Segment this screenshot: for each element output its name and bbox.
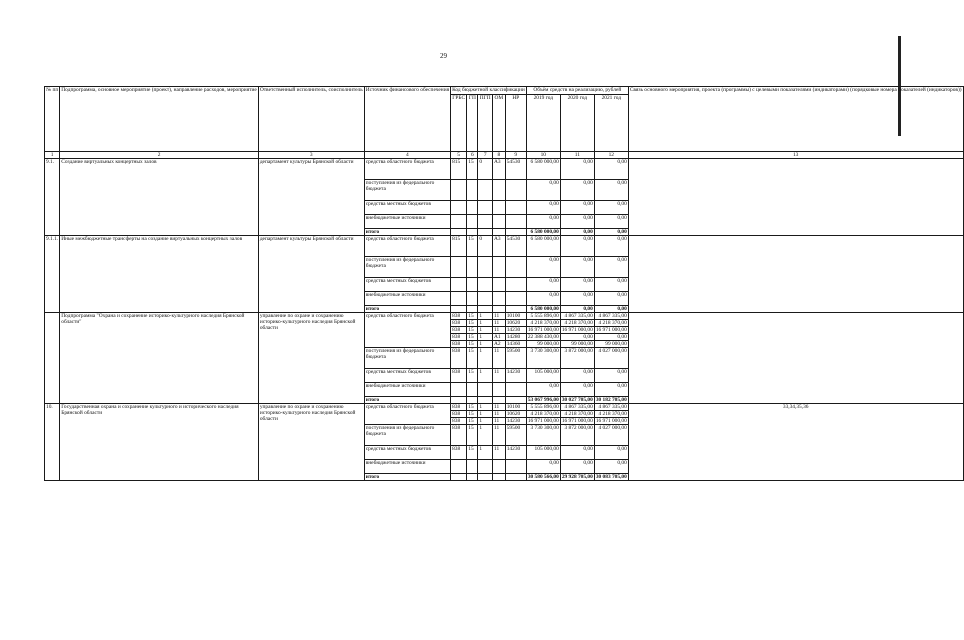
cell-2020: 0,00 (560, 368, 594, 382)
cell-nr: 14360 (505, 340, 526, 347)
cell-2021: 0,00 (594, 382, 628, 396)
source-obl: средства областного бюджета (364, 403, 450, 424)
budget-table (44, 86, 964, 481)
cell-2020: 0,00 (560, 179, 594, 200)
cell-2019: 30 580 566,00 (527, 473, 559, 480)
source-loc: средства местных бюджетов (364, 277, 450, 291)
header-2019: 2019 год (526, 94, 560, 151)
row-name: Иные межбюджетные трансферты на создание виртуальных концертных залов (60, 235, 259, 312)
cell-2021: 0,00 (594, 179, 628, 200)
cell-gp: 15 (467, 319, 478, 326)
cell-2020: 4 218 370,00 (560, 410, 594, 417)
cell-2020: 3 872 000,00 (560, 347, 594, 368)
cell-2019: 16 971 000,00 (527, 326, 559, 333)
col-num: 5 (451, 151, 467, 158)
cell-gp: 15 (467, 424, 478, 445)
source-obl: средства областного бюджета (364, 312, 450, 347)
cell-grbs: 838 (451, 347, 467, 368)
cell-2020: 4 218 370,00 (560, 319, 594, 326)
source-total: итого (364, 305, 450, 312)
page-number: 29 (440, 52, 447, 60)
cell-pgp: 1 (478, 403, 493, 410)
col-num: 11 (560, 151, 594, 158)
cell-2019: 16 971 000,00 (527, 417, 559, 424)
cell-nr: 10100 (505, 312, 526, 319)
cell-grbs: 838 (451, 368, 467, 382)
cell-2019: 6 580 000,00 (526, 305, 560, 312)
cell-2019: 5 555 896,00 (526, 403, 560, 410)
cell-gp: 15 (467, 333, 478, 340)
source-loc: средства местных бюджетов (364, 368, 450, 382)
cell-2021: 0,00 (594, 368, 628, 382)
col-num: 3 (258, 151, 364, 158)
cell-pgp: 1 (478, 312, 493, 319)
cell-2019: 105 000,00 (526, 445, 560, 459)
cell-2020: 0,00 (560, 305, 594, 312)
cell-2021: 30 083 705,00 (595, 473, 627, 480)
cell-gp: 15 (467, 158, 478, 179)
header-2020: 2020 год (560, 94, 594, 151)
cell-2020: 0,00 (560, 291, 594, 305)
row-name: Подпрограмма "Охрана и сохранение историко-культурного наследия Брянской области" (60, 312, 259, 403)
source-fed: поступления из федерального бюджета (364, 347, 450, 368)
cell-om: 11 (492, 445, 505, 459)
cell-2019: 0,00 (526, 459, 560, 473)
source-loc: средства местных бюджетов (364, 200, 450, 214)
cell-nr: 59500 (505, 347, 526, 368)
cell-2019: 3 730 300,00 (526, 424, 560, 445)
col-num: 9 (505, 151, 526, 158)
cell-2020: 0,00 (560, 200, 594, 214)
cell-gp: 15 (467, 340, 478, 347)
row-link (628, 158, 963, 235)
cell-om: А3 (492, 235, 505, 256)
header-row-1 (45, 87, 964, 95)
cell-gp: 15 (467, 417, 478, 424)
source-fed: поступления из федерального бюджета (364, 256, 450, 277)
header-resp: Ответственный исполнитель, соисполнитель (258, 87, 364, 152)
row-resp: управление по охране и сохранению историко-культурного наследия Брянской области (258, 312, 364, 403)
cell-pgp: 1 (478, 319, 493, 326)
cell-2021: 4 218 370,00 (594, 410, 628, 417)
cell-gp: 15 (467, 235, 478, 256)
cell-nr: 14230 (505, 445, 526, 459)
cell-nr: 14230 (505, 326, 526, 333)
source-obl: средства областного бюджета (364, 158, 450, 179)
source-fed: поступления из федерального бюджета (364, 424, 450, 445)
cell-2019: 6 580 000,00 (526, 228, 560, 235)
header-link: Связь основного мероприятия, проекта (программы) с целевыми показателями (индикаторами) (порядковые номера показателей (индикаторов)) (628, 87, 963, 152)
cell-nr: 10620 (505, 319, 526, 326)
cell-om: 11 (492, 312, 505, 319)
cell-pgp: 1 (478, 410, 493, 417)
header-vol-group: Объём средств на реализацию, рублей (526, 87, 628, 95)
table-row (45, 235, 964, 256)
cell-om: А1 (492, 333, 505, 340)
row-link: 33,34,35,36 (628, 403, 963, 480)
cell-2020: 0,00 (560, 158, 594, 179)
cell-om: 11 (492, 410, 505, 417)
header-gp: ГП (467, 94, 478, 151)
source-fed: поступления из федерального бюджета (364, 179, 450, 200)
cell-grbs: 815 (451, 158, 467, 179)
cell-2021: 4 027 000,00 (594, 347, 628, 368)
cell-2020: 16 971 000,00 (561, 326, 593, 333)
cell-2021: 0,00 (594, 305, 628, 312)
cell-2019: 0,00 (526, 256, 560, 277)
cell-2020: 0,00 (560, 277, 594, 291)
cell-2020: 0,00 (560, 235, 594, 256)
cell-2019: 0,00 (526, 214, 560, 228)
cell-om: 11 (492, 347, 505, 368)
cell-2020: 0,00 (560, 333, 594, 340)
source-ext: внебюджетные источники (364, 214, 450, 228)
row-resp: департамент культуры Брянской области (258, 158, 364, 235)
cell-2019: 53 067 996,00 (527, 396, 559, 403)
col-num: 8 (492, 151, 505, 158)
cell-2021: 99 000,00 (594, 340, 628, 347)
source-loc: средства местных бюджетов (364, 445, 450, 459)
cell-pgp: 1 (478, 417, 493, 424)
cell-2021: 0,00 (594, 277, 628, 291)
row-name: Государственная охрана и сохранение культурного и исторического наследия Брянской области (60, 403, 259, 480)
col-num: 1 (45, 151, 60, 158)
cell-grbs: 838 (451, 326, 467, 333)
cell-2021: 0,00 (594, 459, 628, 473)
cell-nr: 54530 (505, 235, 526, 256)
cell-2021: 0,00 (594, 235, 628, 256)
cell-2021: 0,00 (594, 214, 628, 228)
cell-om: А2 (492, 340, 505, 347)
cell-grbs: 838 (451, 319, 467, 326)
cell-2019: 6 580 000,00 (526, 235, 560, 256)
cell-2021: 0,00 (594, 333, 628, 340)
cell-2021: 0,00 (594, 158, 628, 179)
row-resp: управление по охране и сохранению историко-культурного наследия Брянской области (258, 403, 364, 480)
cell-2019: 0,00 (526, 382, 560, 396)
header-pgp: ПГП (478, 94, 493, 151)
cell-pgp: 1 (478, 347, 493, 368)
col-num: 12 (594, 151, 628, 158)
cell-2019: 22 388 430,00 (527, 333, 559, 340)
row-name: Создание виртуальных концертных залов (60, 158, 259, 235)
source-ext: внебюджетные источники (364, 459, 450, 473)
cell-2019: 0,00 (526, 291, 560, 305)
cell-grbs: 838 (451, 417, 467, 424)
cell-2020: 4 867 335,00 (560, 312, 594, 319)
cell-2021: 30 182 705,00 (595, 396, 627, 403)
cell-pgp: 1 (478, 326, 493, 333)
col-num: 6 (467, 151, 478, 158)
cell-2020: 0,00 (560, 382, 594, 396)
cell-2020: 4 867 335,00 (560, 403, 594, 410)
cell-2021: 4 027 000,00 (594, 424, 628, 445)
header-grbs: ГРБС (451, 94, 467, 151)
cell-2021: 4 867 335,00 (594, 403, 628, 410)
cell-2020: 0,00 (560, 214, 594, 228)
cell-2019: 4 218 370,00 (526, 319, 560, 326)
cell-2019: 0,00 (526, 179, 560, 200)
cell-2019: 6 580 000,00 (526, 158, 560, 179)
cell-om: А3 (492, 158, 505, 179)
row-link (628, 312, 963, 403)
header-om: ОМ (492, 94, 505, 151)
cell-gp: 15 (467, 312, 478, 319)
cell-nr: 14230 (505, 368, 526, 382)
cell-2021: 0,00 (594, 291, 628, 305)
cell-2021: 4 867 335,00 (594, 312, 628, 319)
cell-2020: 3 872 000,00 (560, 424, 594, 445)
cell-2020: 0,00 (560, 256, 594, 277)
col-num: 4 (364, 151, 450, 158)
col-num: 2 (60, 151, 259, 158)
col-num: 7 (478, 151, 493, 158)
col-num: 10 (526, 151, 560, 158)
row-num (45, 312, 60, 403)
cell-nr: 59500 (505, 424, 526, 445)
cell-2021: 0,00 (594, 445, 628, 459)
header-2021: 2021 год (594, 94, 628, 151)
source-obl: средства областного бюджета (364, 235, 450, 256)
cell-pgp: 0 (478, 158, 493, 179)
cell-pgp: 1 (478, 424, 493, 445)
cell-nr: 54530 (505, 158, 526, 179)
cell-pgp: 1 (478, 340, 493, 347)
cell-2019: 0,00 (526, 200, 560, 214)
cell-2020: 16 971 000,00 (561, 417, 593, 424)
cell-grbs: 838 (451, 312, 467, 319)
cell-nr: 14280 (505, 333, 526, 340)
cell-om: 11 (492, 368, 505, 382)
row-num: 9.1.1. (45, 235, 60, 312)
cell-gp: 15 (467, 368, 478, 382)
cell-2019: 5 555 896,00 (526, 312, 560, 319)
cell-2019: 0,00 (526, 277, 560, 291)
cell-nr: 10100 (505, 403, 526, 410)
cell-2019: 99 000,00 (526, 340, 560, 347)
header-code-group: Код бюджетной классификации (452, 87, 525, 93)
source-ext: внебюджетные источники (364, 291, 450, 305)
cell-grbs: 815 (451, 235, 467, 256)
source-total: итого (364, 473, 450, 480)
cell-grbs: 838 (451, 333, 467, 340)
header-num: № пп (45, 87, 60, 152)
cell-om: 11 (492, 403, 505, 410)
cell-2020: 30 027 705,00 (561, 396, 593, 403)
cell-2021: 0,00 (594, 228, 628, 235)
source-total: итого (364, 396, 450, 403)
cell-grbs: 838 (451, 403, 467, 410)
row-link (628, 235, 963, 312)
cell-pgp: 1 (478, 445, 493, 459)
cell-2021: 0,00 (594, 200, 628, 214)
cell-2021: 16 971 000,00 (595, 326, 627, 333)
cell-nr: 14230 (505, 417, 526, 424)
header-nr: НР (505, 94, 526, 151)
cell-grbs: 838 (451, 410, 467, 417)
cell-2020: 29 928 705,00 (561, 473, 593, 480)
cell-grbs: 838 (451, 424, 467, 445)
cell-2021: 0,00 (594, 256, 628, 277)
cell-om: 11 (492, 417, 505, 424)
cell-pgp: 0 (478, 235, 493, 256)
header-name: Подпрограмма, основное мероприятие (проект), направление расходов, мероприятие (60, 87, 259, 152)
cell-pgp: 1 (478, 333, 493, 340)
cell-gp: 15 (467, 347, 478, 368)
row-num: 9.1. (45, 158, 60, 235)
col-num: 13 (628, 151, 963, 158)
cell-gp: 15 (467, 445, 478, 459)
cell-2020: 0,00 (560, 445, 594, 459)
table-row (45, 312, 964, 319)
cell-2020: 0,00 (560, 459, 594, 473)
header-source: Источник финансового обеспечения (364, 87, 450, 152)
row-num: 10. (45, 403, 60, 480)
cell-2019: 3 730 300,00 (526, 347, 560, 368)
cell-om: 11 (492, 424, 505, 445)
cell-om: 11 (492, 319, 505, 326)
cell-2020: 99 000,00 (560, 340, 594, 347)
table-row (45, 403, 964, 410)
cell-2020: 0,00 (560, 228, 594, 235)
table-row (45, 158, 964, 179)
cell-gp: 15 (467, 326, 478, 333)
cell-om: 11 (492, 326, 505, 333)
cell-pgp: 1 (478, 368, 493, 382)
cell-2019: 4 218 370,00 (526, 410, 560, 417)
source-total: итого (364, 228, 450, 235)
cell-grbs: 838 (451, 340, 467, 347)
source-ext: внебюджетные источники (364, 382, 450, 396)
cell-gp: 15 (467, 410, 478, 417)
cell-gp: 15 (467, 403, 478, 410)
cell-2019: 105 000,00 (526, 368, 560, 382)
cell-2021: 4 218 370,00 (594, 319, 628, 326)
cell-grbs: 838 (451, 445, 467, 459)
cell-2021: 16 971 000,00 (595, 417, 627, 424)
cell-nr: 10620 (505, 410, 526, 417)
row-resp: департамент культуры Брянской области (258, 235, 364, 312)
column-number-row (45, 151, 964, 158)
